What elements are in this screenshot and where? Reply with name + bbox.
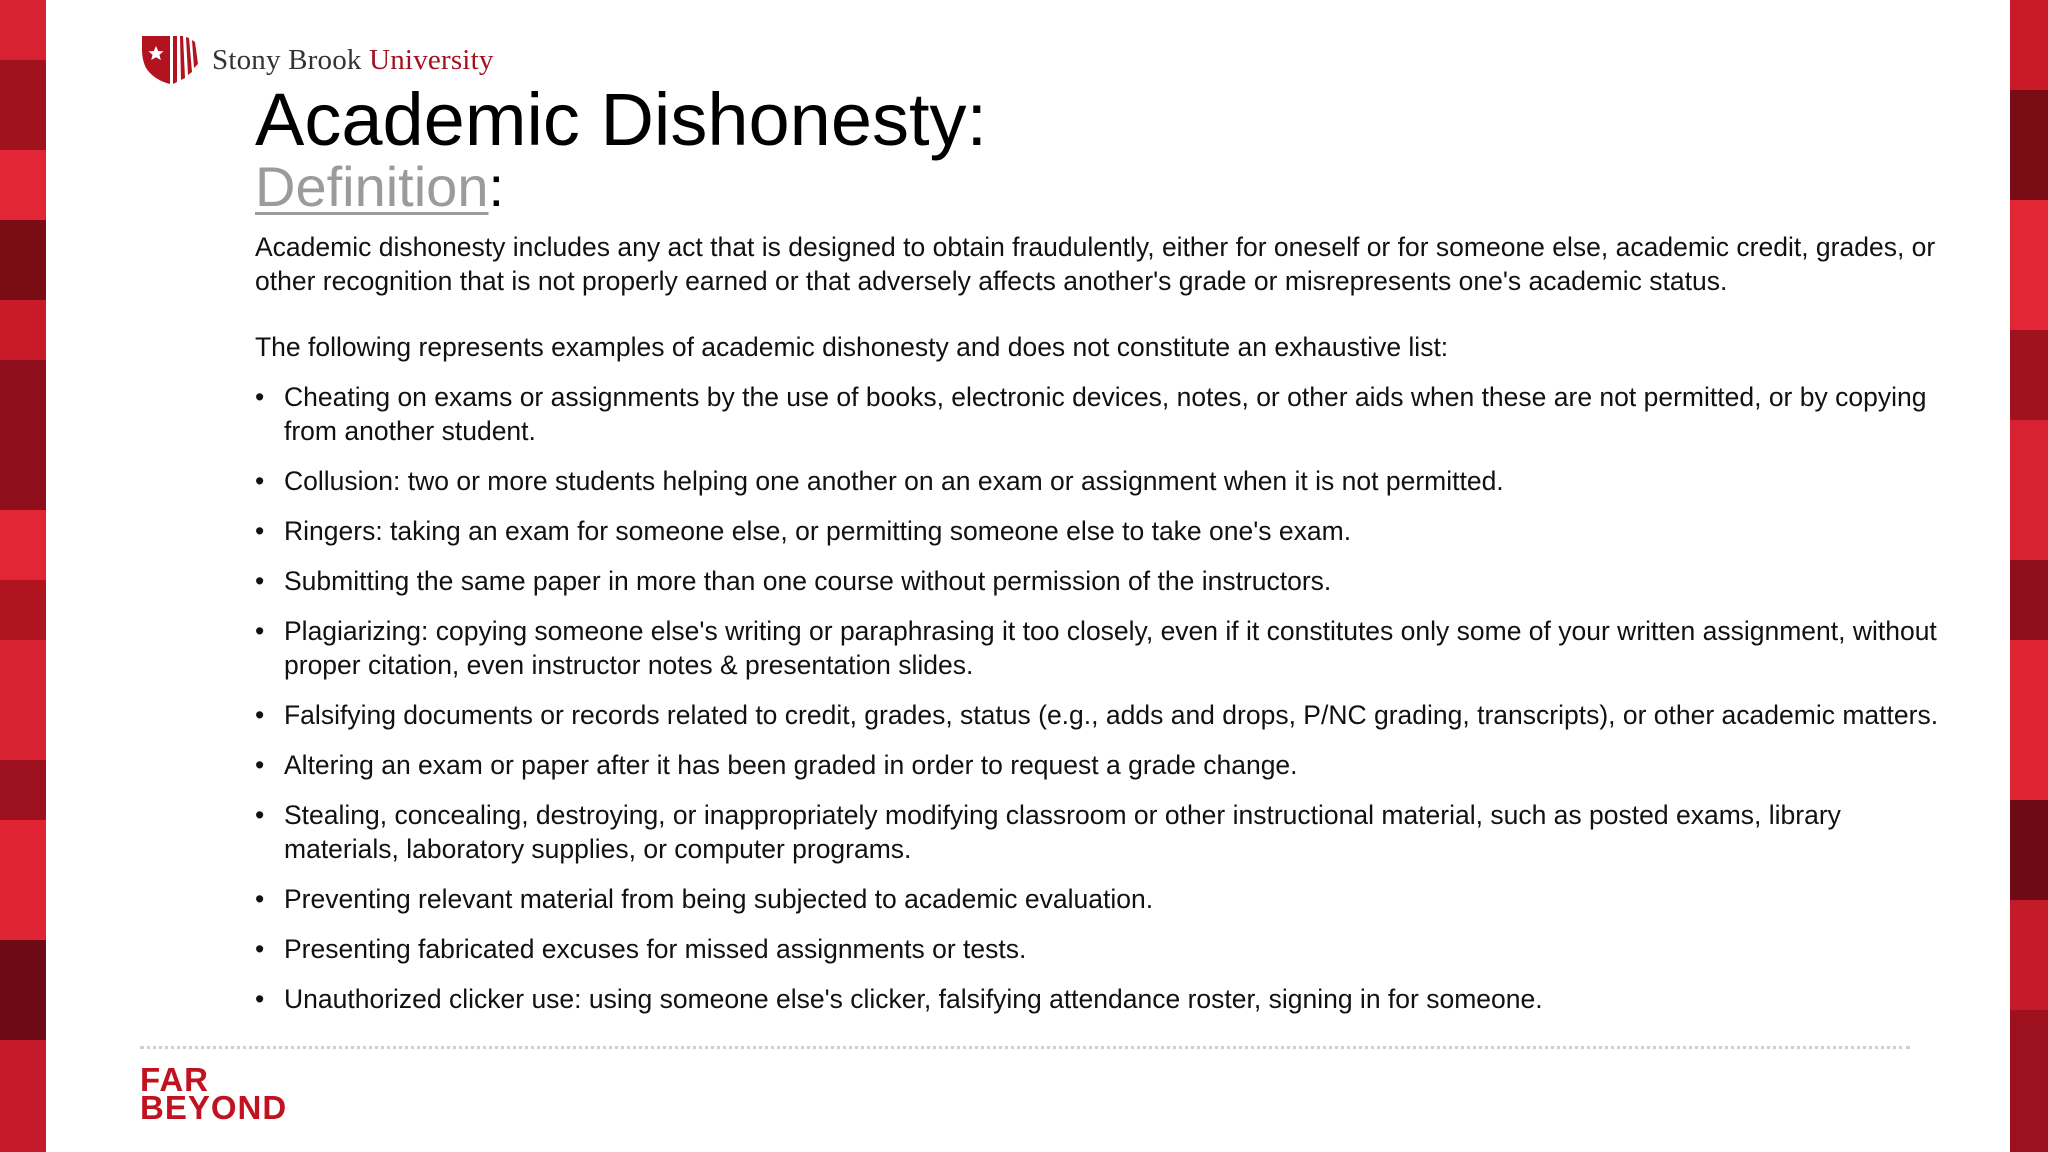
slide-subtitle	[255, 155, 504, 219]
far-beyond-logo	[140, 1061, 288, 1126]
definition-link[interactable]: Definition	[255, 155, 489, 218]
far-beyond-line1: FAR	[140, 1061, 209, 1098]
list-item: • Preventing relevant material from being subjected to academic evaluation.	[255, 882, 1955, 916]
list-item: • Collusion: two or more students helping one another on an exam or assignment when it is not permitted.	[255, 464, 1955, 498]
university-name-part2: University	[369, 43, 494, 76]
left-decorative-stripe	[0, 0, 46, 1152]
list-item: • Altering an exam or paper after it has been graded in order to request a grade change.	[255, 748, 1955, 782]
list-item: • Cheating on exams or assignments by the use of books, electronic devices, notes, or other aids when these are not permitted, or by copying from another student.	[255, 380, 1955, 448]
slide-body	[255, 230, 1955, 1032]
footer-divider	[140, 1046, 1910, 1049]
definition-paragraph: Academic dishonesty includes any act that is designed to obtain fraudulently, either for oneself or for someone else, academic credit, grades, or other recognition that is not properly earned or that adversely affects another's grade or misrepresents one's academic status.	[255, 232, 1936, 296]
list-item: • Unauthorized clicker use: using someone else's clicker, falsifying attendance roster, signing in for someone.	[255, 982, 1955, 1016]
list-item: • Stealing, concealing, destroying, or inappropriately modifying classroom or other instructional material, such as posted exams, library materials, laboratory supplies, or computer programs.	[255, 798, 1955, 866]
list-item: • Submitting the same paper in more than one course without permission of the instructors.	[255, 564, 1955, 598]
university-name-part1: Stony Brook	[212, 43, 362, 76]
list-item: • Plagiarizing: copying someone else's writing or paraphrasing it too closely, even if it constitutes only some of your written assignment, without proper citation, even instructor notes & presentation slides.	[255, 614, 1955, 682]
right-decorative-stripe	[2010, 0, 2048, 1152]
university-wordmark	[212, 44, 494, 77]
shield-icon	[140, 32, 202, 88]
list-intro: The following represents examples of academic dishonesty and does not constitute an exhaustive list:	[255, 332, 1449, 362]
subtitle-colon: :	[488, 155, 505, 218]
examples-list	[255, 380, 1955, 1016]
list-item: • Falsifying documents or records related to credit, grades, status (e.g., adds and drops, P/NC grading, transcripts), or other academic matters.	[255, 698, 1955, 732]
list-item: • Ringers: taking an exam for someone else, or permitting someone else to take one's exam.	[255, 514, 1955, 548]
slide-title: Academic Dishonesty:	[255, 78, 988, 161]
far-beyond-line2: BEYOND	[140, 1089, 288, 1126]
list-item: • Presenting fabricated excuses for missed assignments or tests.	[255, 932, 1955, 966]
